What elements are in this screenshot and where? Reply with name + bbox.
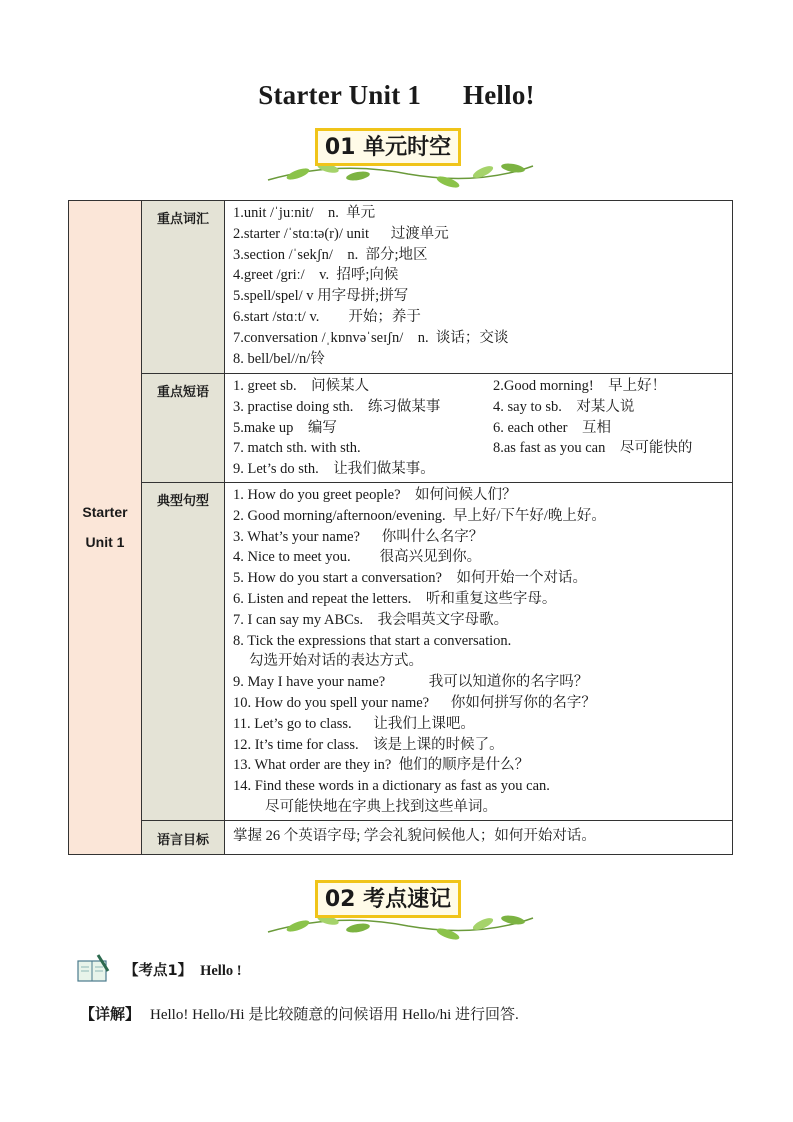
phrase-row <box>233 418 726 439</box>
vocab-content <box>225 201 733 374</box>
sentence-line: 2. Good morning/afternoon/evening. 早上好/下午好/晚上好。 <box>233 507 606 524</box>
sentence-line: 10. How do you spell your name? 你如何拼写你的名字？ <box>233 694 596 711</box>
sentence-line: 3. What’s your name? 你叫什么名字？ <box>233 528 484 545</box>
phrase-item: 6. each other 互相 <box>493 419 611 436</box>
phrases-label: 重点短语 <box>142 374 225 483</box>
vocab-line: 4.greet /griː/ v. 招呼;向候 <box>233 267 399 284</box>
vocab-line: 6.start /stɑːt/ v. 开始；养于 <box>233 308 421 325</box>
sentence-line: 9. May I have your name? 我可以知道你的名字吗？ <box>233 674 589 691</box>
phrase-item: 9. Let’s do sth. 让我们做某事。 <box>233 461 435 478</box>
unit-label-cell <box>69 201 142 855</box>
unit-label-line2: Unit 1 <box>85 534 125 551</box>
goal-content: 掌握 26 个英语字母; 学会礼貌问候他人；如何开始对话。 <box>225 820 733 854</box>
sentence-line: 勾选开始对话的表达方式。 <box>249 653 423 670</box>
exam-point-word: Hello ! <box>200 962 242 979</box>
vocab-label: 重点词汇 <box>142 201 225 374</box>
vocab-line: 3.section /ˈsekʃn/ n. 部分;地区 <box>233 246 428 263</box>
phrase-item: 7. match sth. with sth. <box>233 440 361 457</box>
banner-label: 01 单元时空 <box>315 128 461 166</box>
phrase-item: 2.Good morning! 早上好！ <box>493 378 667 394</box>
detail-tag: 【详解】 <box>80 1005 141 1023</box>
unit-label-line1: Starter <box>82 504 128 521</box>
sentence-line: 8. Tick the expressions that start a conversation. <box>233 632 512 649</box>
vocab-line: 1.unit /ˈjuːnit/ n. 单元 <box>233 205 376 221</box>
sentences-label: 典型句型 <box>142 482 225 820</box>
sentence-line: 尽可能快地在字典上找到这些单词。 <box>265 798 497 815</box>
vocab-line: 8. bell/bel//n/铃 <box>233 350 325 367</box>
sentence-line: 6. Listen and repeat the letters. 听和重复这些字母。 <box>233 590 557 607</box>
phrase-item: 1. greet sb. 问候某人 <box>233 378 370 394</box>
sentence-line: 14. Find these words in a dictionary as fast as you can. <box>233 778 550 795</box>
sentence-line: 7. I can say my ABCs. 我会唱英文字母歌。 <box>233 611 509 628</box>
phrase-row <box>233 438 726 459</box>
detail-explanation <box>80 1003 519 1024</box>
phrase-row <box>233 376 726 397</box>
page-title <box>0 80 793 111</box>
sentence-line: 5. How do you start a conversation? 如何开始一个对话。 <box>233 570 587 587</box>
section-banner-2 <box>258 880 538 942</box>
goal-label: 语言目标 <box>142 820 225 854</box>
vocab-line: 5.spell/spel/ v 用字母拼;拼写 <box>233 288 409 305</box>
sentence-line: 4. Nice to meet you. 很高兴见到你。 <box>233 549 482 566</box>
exam-point-header <box>76 952 242 986</box>
notebook-pen-icon <box>76 953 112 985</box>
title-part2: Hello! <box>463 80 535 110</box>
sentence-line: 1. How do you greet people? 如何问候人们？ <box>233 486 517 503</box>
unit-summary-table <box>68 200 733 855</box>
phrase-item: 3. practise doing sth. 练习做某事 <box>233 398 441 415</box>
section-banner-1 <box>258 128 538 190</box>
sentence-line: 11. Let’s go to class. 让我们上课吧。 <box>233 715 475 732</box>
sentences-content <box>225 482 733 820</box>
vocab-line: 7.conversation /ˌkɒnvəˈseɪʃn/ n. 谈话；交谈 <box>233 329 509 346</box>
title-part1: Starter Unit 1 <box>258 80 422 110</box>
exam-point-tag: 【考点1】 <box>124 962 193 979</box>
exam-point-label <box>124 959 242 980</box>
phrase-item: 4. say to sb. 对某人说 <box>493 398 635 415</box>
detail-text: Hello! Hello/Hi 是比较随意的问候语用 Hello/hi 进行回答. <box>150 1007 519 1023</box>
sentence-line: 13. What order are they in? 他们的顺序是什么？ <box>233 757 530 774</box>
sentence-line: 12. It’s time for class. 该是上课的时候了。 <box>233 736 504 753</box>
banner-label: 02 考点速记 <box>315 880 461 918</box>
phrase-row <box>233 397 726 418</box>
phrase-item: 5.make up 编写 <box>233 419 337 436</box>
vocab-line: 2.starter /ˈstɑːtə(r)/ unit 过渡单元 <box>233 225 449 242</box>
phrases-content <box>225 374 733 483</box>
phrase-item: 8.as fast as you can 尽可能快的 <box>493 440 693 457</box>
